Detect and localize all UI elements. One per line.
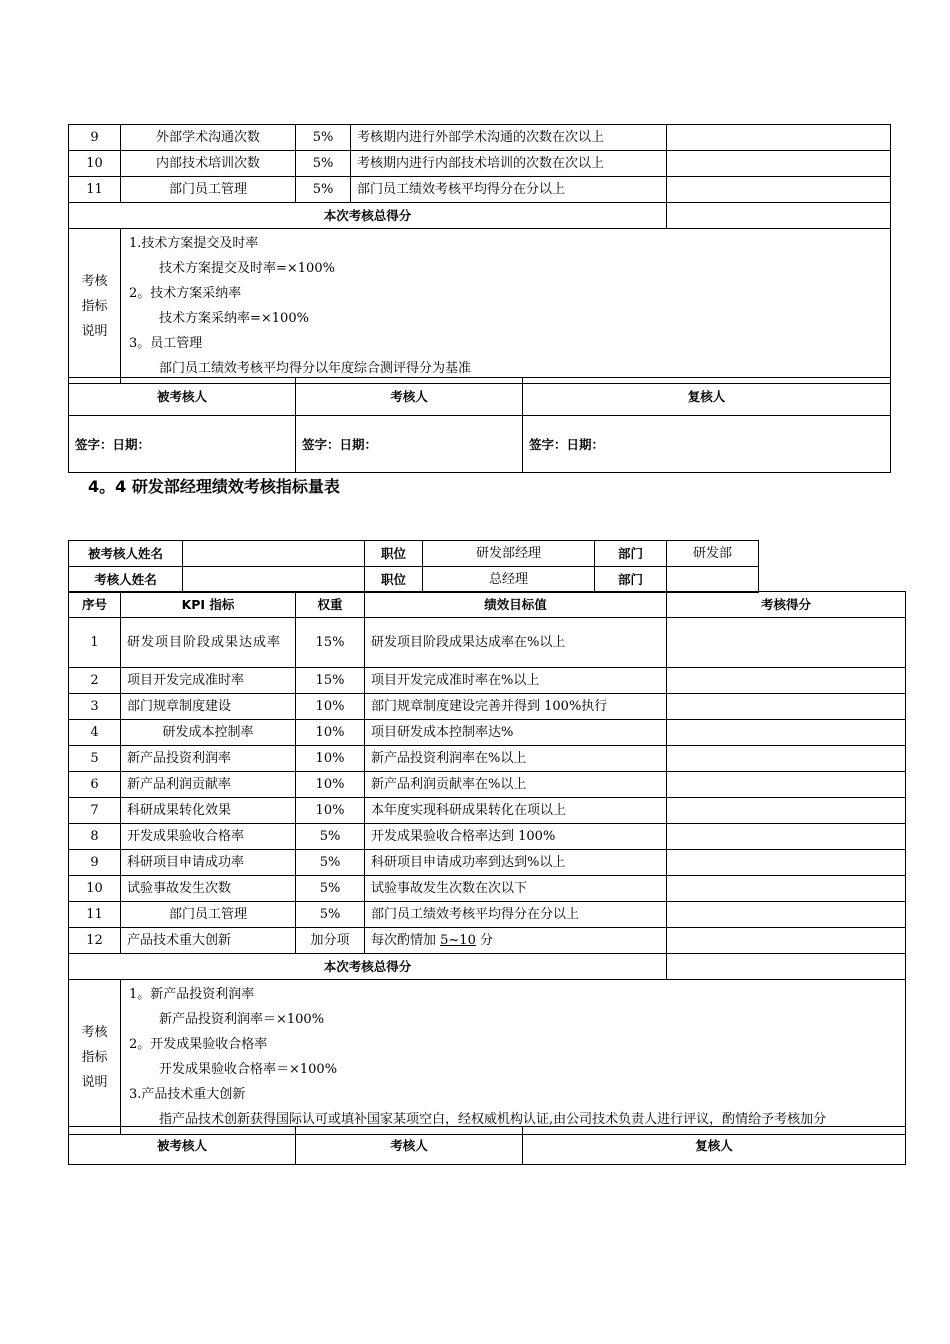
kpi-score-cell[interactable] bbox=[667, 668, 906, 694]
kpi-score-cell[interactable] bbox=[667, 824, 906, 850]
notes-content bbox=[121, 229, 891, 384]
header-row bbox=[69, 592, 906, 618]
target-range: 5~10 bbox=[440, 933, 476, 948]
kpi-score-cell[interactable] bbox=[667, 798, 906, 824]
kpi-name: 新产品利润贡献率 bbox=[121, 772, 296, 798]
kpi-name: 开发成果验收合格率 bbox=[121, 824, 296, 850]
note-line: 开发成果验收合格率＝×100% bbox=[159, 1062, 338, 1077]
signature-table bbox=[68, 377, 891, 473]
kpi-table-continued bbox=[68, 124, 891, 384]
notes-content bbox=[121, 980, 906, 1135]
table-row bbox=[69, 850, 906, 876]
kpi-target: 试验事故发生次数在次以下 bbox=[365, 876, 667, 902]
kpi-score-cell[interactable] bbox=[667, 618, 906, 668]
kpi-score-cell[interactable] bbox=[667, 928, 906, 954]
kpi-weight: 10% bbox=[296, 798, 365, 824]
row-number: 5 bbox=[69, 746, 121, 772]
row-number: 11 bbox=[69, 902, 121, 928]
kpi-score-cell[interactable] bbox=[667, 177, 891, 203]
note-line: 1。新产品投资利润率 bbox=[129, 987, 255, 1002]
total-score-cell[interactable] bbox=[667, 954, 906, 980]
kpi-score-cell[interactable] bbox=[667, 746, 906, 772]
notes-label bbox=[69, 229, 121, 384]
reviewer-signature-field[interactable]: 签字：日期： bbox=[523, 416, 891, 473]
kpi-weight: 5% bbox=[296, 850, 365, 876]
kpi-name: 研发成本控制率 bbox=[121, 720, 296, 746]
table-row bbox=[69, 151, 891, 177]
table-row bbox=[69, 746, 906, 772]
examinee-dept-value: 研发部 bbox=[667, 541, 759, 567]
examiner-signature-field[interactable]: 签字：日期： bbox=[296, 416, 523, 473]
col-header-no: 序号 bbox=[69, 592, 121, 618]
examiner-row bbox=[69, 567, 759, 593]
row-number: 10 bbox=[69, 151, 121, 177]
examiner-header: 考核人 bbox=[296, 1127, 523, 1165]
examiner-header: 考核人 bbox=[296, 378, 523, 416]
examinee-name-label: 被考核人姓名 bbox=[69, 541, 183, 567]
kpi-name: 部门员工管理 bbox=[121, 177, 296, 203]
row-number: 10 bbox=[69, 876, 121, 902]
kpi-weight: 15% bbox=[296, 668, 365, 694]
kpi-target: 部门规章制度建设完善并得到 100%执行 bbox=[365, 694, 667, 720]
kpi-target: 新产品利润贡献率在%以上 bbox=[365, 772, 667, 798]
kpi-target: 科研项目申请成功率到达到%以上 bbox=[365, 850, 667, 876]
note-line: 1.技术方案提交及时率 bbox=[129, 236, 259, 251]
dept-label: 部门 bbox=[595, 567, 667, 593]
kpi-name: 外部学术沟通次数 bbox=[121, 125, 296, 151]
kpi-score-cell[interactable] bbox=[667, 772, 906, 798]
kpi-target: 部门员工绩效考核平均得分在分以上 bbox=[365, 902, 667, 928]
reviewer-header: 复核人 bbox=[523, 1127, 906, 1165]
total-score-label: 本次考核总得分 bbox=[69, 203, 667, 229]
kpi-weight: 5% bbox=[296, 876, 365, 902]
signature-table bbox=[68, 1126, 906, 1165]
kpi-score-cell[interactable] bbox=[667, 850, 906, 876]
dept-label: 部门 bbox=[595, 541, 667, 567]
table-row bbox=[69, 125, 891, 151]
notes-label-text: 考核 指标 说明 bbox=[81, 273, 108, 339]
col-header-weight: 权重 bbox=[296, 592, 365, 618]
kpi-name: 科研成果转化效果 bbox=[121, 798, 296, 824]
kpi-weight: 15% bbox=[296, 618, 365, 668]
row-number: 6 bbox=[69, 772, 121, 798]
row-number: 8 bbox=[69, 824, 121, 850]
kpi-table bbox=[68, 591, 906, 1135]
note-line: 指产品技术创新获得国际认可或填补国家某项空白，经权威机构认证,由公司技术负责人进行评议，酌情给予考核加分 bbox=[159, 1112, 827, 1127]
kpi-score-cell[interactable] bbox=[667, 151, 891, 177]
kpi-name: 产品技术重大创新 bbox=[121, 928, 296, 954]
examinee-header: 被考核人 bbox=[69, 378, 296, 416]
table-row bbox=[69, 772, 906, 798]
kpi-target: 研发项目阶段成果达成率在%以上 bbox=[365, 618, 667, 668]
kpi-weight: 5% bbox=[296, 125, 351, 151]
kpi-weight: 10% bbox=[296, 772, 365, 798]
position-label: 职位 bbox=[365, 567, 423, 593]
row-number: 9 bbox=[69, 850, 121, 876]
kpi-target bbox=[365, 928, 667, 954]
notes-row bbox=[69, 980, 906, 1135]
examinee-info-table bbox=[68, 540, 759, 593]
kpi-name: 部门员工管理 bbox=[121, 902, 296, 928]
kpi-target: 部门员工绩效考核平均得分在分以上 bbox=[351, 177, 667, 203]
note-line: 技术方案采纳率=×100% bbox=[159, 311, 309, 326]
row-number: 9 bbox=[69, 125, 121, 151]
table-row bbox=[69, 177, 891, 203]
table-row bbox=[69, 824, 906, 850]
table-row bbox=[69, 668, 906, 694]
kpi-weight: 10% bbox=[296, 746, 365, 772]
kpi-target: 考核期内进行内部技术培训的次数在次以上 bbox=[351, 151, 667, 177]
kpi-name: 项目开发完成准时率 bbox=[121, 668, 296, 694]
total-row bbox=[69, 954, 906, 980]
total-score-label: 本次考核总得分 bbox=[69, 954, 667, 980]
table-row bbox=[69, 876, 906, 902]
note-line: 部门员工绩效考核平均得分以年度综合测评得分为基准 bbox=[159, 361, 472, 376]
notes-label-text: 考核 指标 说明 bbox=[81, 1024, 108, 1090]
kpi-score-cell[interactable] bbox=[667, 902, 906, 928]
kpi-target: 开发成果验收合格率达到 100% bbox=[365, 824, 667, 850]
kpi-weight: 5% bbox=[296, 902, 365, 928]
kpi-target: 项目开发完成准时率在%以上 bbox=[365, 668, 667, 694]
kpi-name: 研发项目阶段成果达成率 bbox=[121, 618, 296, 668]
table-row bbox=[69, 720, 906, 746]
target-suffix: 分 bbox=[475, 933, 493, 948]
position-label: 职位 bbox=[365, 541, 423, 567]
kpi-score-cell[interactable] bbox=[667, 694, 906, 720]
kpi-name: 部门规章制度建设 bbox=[121, 694, 296, 720]
note-line: 2。技术方案采纳率 bbox=[129, 286, 242, 301]
kpi-weight: 5% bbox=[296, 824, 365, 850]
kpi-weight: 5% bbox=[296, 177, 351, 203]
row-number: 2 bbox=[69, 668, 121, 694]
total-score-cell[interactable] bbox=[667, 203, 891, 229]
examinee-signature-field[interactable]: 签字：日期： bbox=[69, 416, 296, 473]
examinee-row bbox=[69, 541, 759, 567]
kpi-name: 试验事故发生次数 bbox=[121, 876, 296, 902]
examiner-position-value: 总经理 bbox=[423, 567, 595, 593]
examinee-position-value: 研发部经理 bbox=[423, 541, 595, 567]
row-number: 3 bbox=[69, 694, 121, 720]
examiner-name-field[interactable] bbox=[183, 567, 365, 593]
kpi-weight: 5% bbox=[296, 151, 351, 177]
note-line: 3。员工管理 bbox=[129, 336, 203, 351]
kpi-target: 考核期内进行外部学术沟通的次数在次以上 bbox=[351, 125, 667, 151]
kpi-score-cell[interactable] bbox=[667, 125, 891, 151]
row-number: 11 bbox=[69, 177, 121, 203]
notes-row bbox=[69, 229, 891, 384]
examiner-dept-value[interactable] bbox=[667, 567, 759, 593]
kpi-name: 内部技术培训次数 bbox=[121, 151, 296, 177]
kpi-target: 本年度实现科研成果转化在项以上 bbox=[365, 798, 667, 824]
table-row bbox=[69, 902, 906, 928]
reviewer-header: 复核人 bbox=[523, 378, 891, 416]
col-header-kpi: KPI 指标 bbox=[121, 592, 296, 618]
table-row bbox=[69, 928, 906, 954]
examiner-name-label: 考核人姓名 bbox=[69, 567, 183, 593]
target-prefix: 每次酌情加 bbox=[371, 933, 441, 948]
kpi-name: 科研项目申请成功率 bbox=[121, 850, 296, 876]
kpi-weight: 加分项 bbox=[296, 928, 365, 954]
kpi-score-cell[interactable] bbox=[667, 720, 906, 746]
examinee-name-field[interactable] bbox=[183, 541, 365, 567]
kpi-name: 新产品投资利润率 bbox=[121, 746, 296, 772]
table-row bbox=[69, 618, 906, 668]
row-number: 7 bbox=[69, 798, 121, 824]
row-number: 12 bbox=[69, 928, 121, 954]
note-line: 2。开发成果验收合格率 bbox=[129, 1037, 268, 1052]
total-row bbox=[69, 203, 891, 229]
notes-label bbox=[69, 980, 121, 1135]
kpi-weight: 10% bbox=[296, 694, 365, 720]
section-heading: 4。4 研发部经理绩效考核指标量表 bbox=[88, 477, 340, 496]
kpi-target: 项目研发成本控制率达% bbox=[365, 720, 667, 746]
col-header-target: 绩效目标值 bbox=[365, 592, 667, 618]
kpi-weight: 10% bbox=[296, 720, 365, 746]
kpi-target: 新产品投资利润率在%以上 bbox=[365, 746, 667, 772]
note-line: 3.产品技术重大创新 bbox=[129, 1087, 246, 1102]
row-number: 1 bbox=[69, 618, 121, 668]
row-number: 4 bbox=[69, 720, 121, 746]
table-row bbox=[69, 798, 906, 824]
col-header-score: 考核得分 bbox=[667, 592, 906, 618]
note-line: 技术方案提交及时率=×100% bbox=[159, 261, 335, 276]
kpi-score-cell[interactable] bbox=[667, 876, 906, 902]
note-line: 新产品投资利润率＝×100% bbox=[159, 1012, 325, 1027]
table-row bbox=[69, 694, 906, 720]
examinee-header: 被考核人 bbox=[69, 1127, 296, 1165]
